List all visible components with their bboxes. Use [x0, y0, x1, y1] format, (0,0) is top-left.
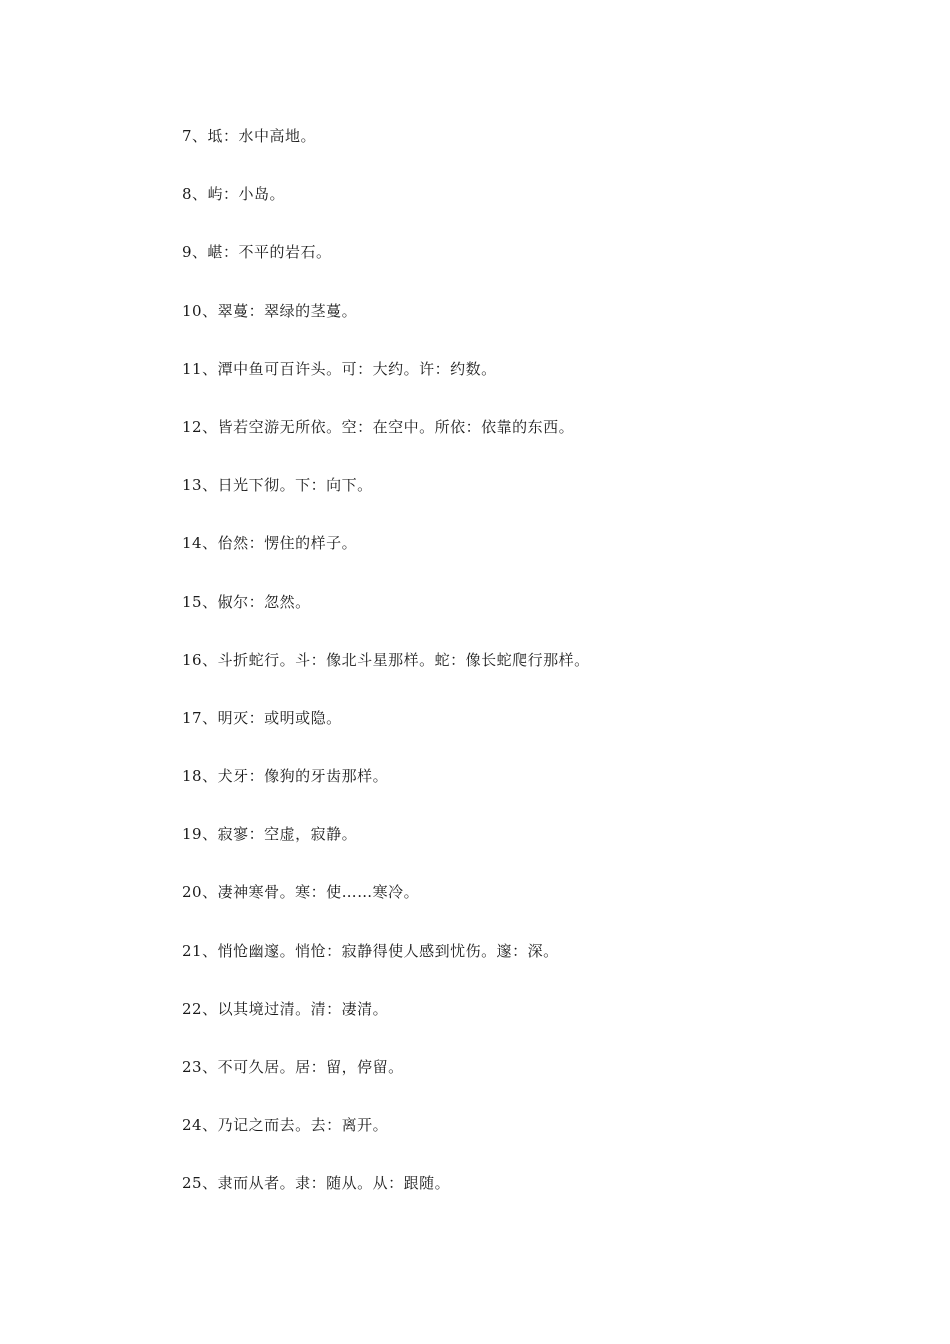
annotation-list: [182, 126, 882, 1232]
list-item: 14、佁然：愣住的样子。: [182, 534, 358, 553]
list-item: 18、犬牙：像狗的牙齿那样。: [182, 767, 389, 786]
list-item: 20、凄神寒骨。寒：使……寒冷。: [182, 883, 420, 902]
list-item: 17、明灭：或明或隐。: [182, 708, 342, 727]
list-item: 23、不可久居。居：留，停留。: [182, 1058, 404, 1076]
list-item: 15、俶尔：忽然。: [182, 592, 311, 611]
list-item: 24、乃记之而去。去：离开。: [182, 1116, 389, 1135]
list-item: 16、斗折蛇行。斗：像北斗星那样。蛇：像长蛇爬行那样。: [182, 650, 590, 669]
list-item: 21、悄怆幽邃。悄怆：寂静得使人感到忧伤。邃：深。: [182, 941, 559, 960]
list-item: 11、潭中鱼可百许头。可：大约。许：约数。: [182, 359, 497, 378]
list-item: 8、屿：小岛。: [182, 185, 286, 204]
list-item: 9、嵁：不平的岩石。: [182, 243, 332, 262]
list-item: 10、翠蔓：翠绿的茎蔓。: [182, 301, 358, 320]
list-item: 25、隶而从者。隶：随从。从：跟随。: [182, 1174, 451, 1193]
list-item: 7、坻：水中高地。: [182, 127, 317, 145]
list-item: 19、寂寥：空虚，寂静。: [182, 825, 358, 844]
list-item: 13、日光下彻。下：向下。: [182, 476, 373, 495]
list-item: 22、以其境过清。清：凄清。: [182, 999, 389, 1018]
list-item: 12、皆若空游无所依。空：在空中。所依：依靠的东西。: [182, 417, 575, 436]
